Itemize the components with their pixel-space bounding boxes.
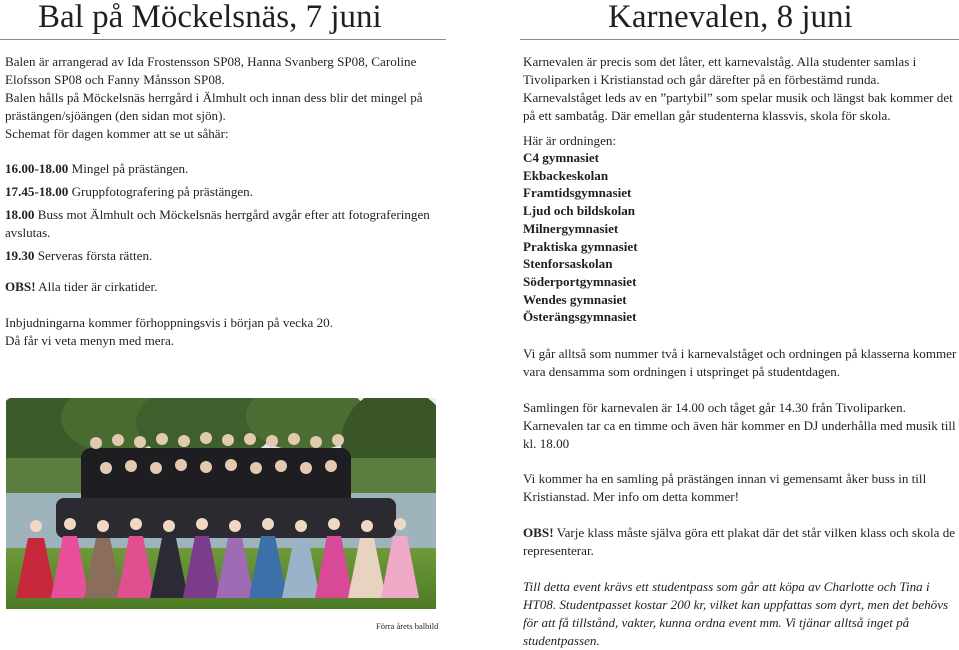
gathering-line: Samlingen för karnevalen är 14.00 och tåget går 14.30 från Tivoliparken. xyxy=(523,400,906,415)
invitations-line: Inbjudningarna kommer förhoppningsvis i början på vecka 20. xyxy=(5,315,333,330)
school-item: Söderportgymnasiet xyxy=(523,273,637,289)
photo-caption: Förra årets balbild xyxy=(376,621,439,631)
school-order-list xyxy=(523,149,959,326)
school-item: Praktiska gymnasiet xyxy=(523,238,638,254)
bus-note: Vi kommer ha en samling på prästängen innan vi gemensamt åker buss in till Kristianstad. Mer info om detta kommer! xyxy=(523,471,927,504)
obs-label: OBS! xyxy=(5,279,36,294)
school-item: Ekbackeskolan xyxy=(523,167,609,183)
ball-invitations xyxy=(5,314,441,350)
carnival-title: Karnevalen, 8 juni xyxy=(608,0,853,35)
gathering-line: Karnevalen tar ca en timme och även här kommer en DJ underhålla med musik till kl. 18.00 xyxy=(523,418,956,451)
schedule-item xyxy=(5,247,441,265)
schedule-item xyxy=(5,183,441,201)
schedule-text: Mingel på prästängen. xyxy=(71,161,189,176)
schedule-time: 17.45-18.00 xyxy=(5,184,69,199)
schedule-text: Serveras första rätten. xyxy=(37,248,153,263)
obs-text: Varje klass måste själva göra ett plakat där det står vilken klass och skola de representerar. xyxy=(523,525,956,558)
schedule-text: Buss mot Älmhult och Möckelsnäs herrgård avgår efter att fotograferingen avslutas. xyxy=(5,207,430,240)
gathering-info xyxy=(523,399,959,453)
carnival-intro: Karnevalen är precis som det låter, ett karnevalståg. Alla studenter samlas i Tivoliparken i Kristianstad och går därefter på en förbestämd runda. Karnevalståget leds av en ”partybil” som spelar musik och längst bak kommer det på ett sambatåg. Där emellan går studenterna klassvis, skola för skola. xyxy=(523,54,953,123)
schedule-text: Gruppfotografering på prästängen. xyxy=(71,184,254,199)
ball-intro-arrangers: Balen är arrangerad av Ida Frostensson SP08, Hanna Svanberg SP08, Caroline Elofsson SP08 och Fanny Månsson SP08. xyxy=(5,54,417,87)
ball-intro-venue: Balen hålls på Möckelsnäs herrgård i Älmhult och innan dess blir det mingel på prästängen/sjöängen (den sidan mot sjön). xyxy=(5,90,423,123)
carnival-title-rule xyxy=(520,39,959,40)
invitations-line: Då får vi veta menyn med mera. xyxy=(5,333,175,348)
school-item: Ljud och bildskolan xyxy=(523,203,636,219)
school-item: Wendes gymnasiet xyxy=(523,291,627,307)
ball-obs xyxy=(5,278,441,296)
order-note: Vi går alltså som nummer två i karnevalståget och ordningen på klasserna kommer vara densamma som ordningen i utspringet på studentdagen. xyxy=(523,346,957,379)
school-item: Stenforsaskolan xyxy=(523,256,613,272)
schedule-item xyxy=(5,206,441,242)
ball-schedule xyxy=(5,160,441,265)
school-item: Österängsgymnasiet xyxy=(523,309,637,325)
schedule-time: 16.00-18.00 xyxy=(5,161,69,176)
schedule-item xyxy=(5,160,441,178)
order-label: Här är ordningen: xyxy=(523,133,617,148)
ball-group-photo xyxy=(6,398,436,609)
obs-label: OBS! xyxy=(523,525,554,540)
obs-text: Alla tider är cirkatider. xyxy=(38,279,158,294)
school-item: Framtidsgymnasiet xyxy=(523,185,632,201)
ball-intro-schedule-lead: Schemat för dagen kommer att se ut såhär: xyxy=(5,126,229,141)
schedule-time: 19.30 xyxy=(5,248,35,263)
ball-title: Bal på Möckelsnäs, 7 juni xyxy=(38,0,382,35)
carnival-obs xyxy=(523,524,959,560)
school-item: C4 gymnasiet xyxy=(523,150,600,165)
school-item: Milnergymnasiet xyxy=(523,220,619,236)
ball-title-rule xyxy=(0,39,446,40)
ball-intro xyxy=(5,53,441,143)
schedule-time: 18.00 xyxy=(5,207,35,222)
student-pass-note: Till detta event krävs ett studentpass som går att köpa av Charlotte och Tina i HT08. Studentpasset kostar 200 kr, vilket kan uppfattas som dyrt, men det behövs för att få tillstånd, vakter, kunna ordna event mm. Vi tjänar alltså inget på studentpassen. xyxy=(523,579,949,648)
